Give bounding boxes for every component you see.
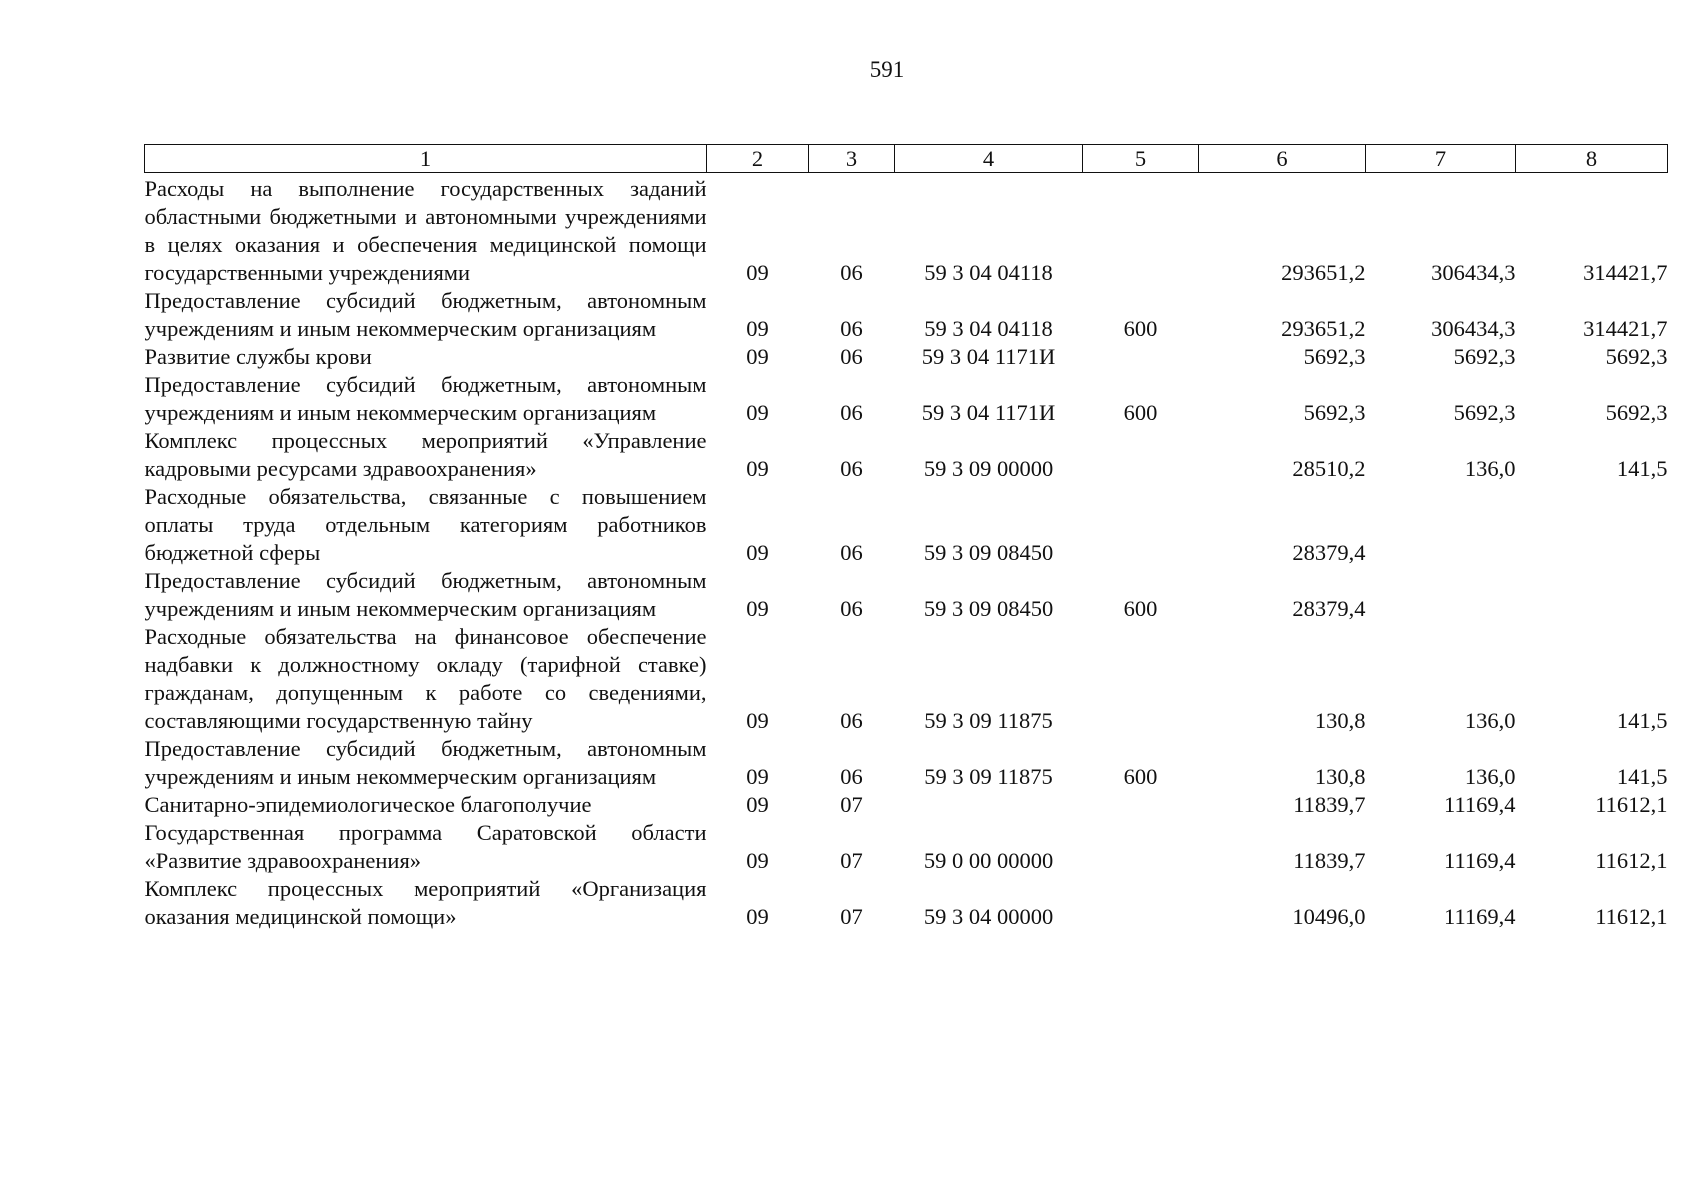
header-col-1: 1 — [145, 145, 707, 173]
amount-col-6: 11839,7 — [1293, 848, 1366, 873]
expense-type-code — [1083, 483, 1199, 567]
amount-col-7: 306434,3 — [1431, 316, 1516, 341]
table-row — [145, 371, 1668, 427]
target-article-code: 59 3 04 1171И — [921, 344, 1056, 369]
amount-col-6: 28379,4 — [1292, 596, 1366, 621]
amount-col-7: 136,0 — [1464, 764, 1516, 789]
table-row — [145, 483, 1668, 567]
amount-col-8: 141,5 — [1616, 456, 1668, 481]
expense-type-code: 600 — [1123, 400, 1158, 425]
target-article-code: 59 3 09 11875 — [924, 764, 1053, 789]
amount-col-8: 5692,3 — [1605, 344, 1668, 369]
header-row — [145, 145, 1668, 173]
table-row — [145, 791, 1668, 819]
header-col-3: 3 — [809, 145, 895, 173]
expense-type-code: 600 — [1123, 596, 1158, 621]
section-code: 09 — [746, 540, 769, 565]
target-article-code — [895, 791, 1083, 819]
amount-col-8: 5692,3 — [1605, 400, 1668, 425]
row-description: Санитарно-эпидемиологическое благополучие — [144, 792, 592, 817]
amount-col-7: 11169,4 — [1444, 904, 1516, 929]
expense-type-code: 600 — [1123, 764, 1158, 789]
amount-col-8: 314421,7 — [1583, 316, 1668, 341]
amount-col-7: 306434,3 — [1431, 260, 1516, 285]
table-row — [145, 819, 1668, 875]
row-description: Государственная программа Саратовской области «Развитие здравоохранения» — [144, 820, 707, 873]
amount-col-7 — [1366, 483, 1516, 567]
amount-col-7: 5692,3 — [1453, 400, 1516, 425]
table-row — [145, 427, 1668, 483]
subsection-code: 06 — [840, 708, 863, 733]
row-description: Расходные обязательства на финансовое обеспечение надбавки к должностному окладу (тарифной ставке) гражданам, допущенным к работе со сведениями, составляющими государственную тайну — [144, 624, 707, 733]
section-code: 09 — [746, 596, 769, 621]
subsection-code: 06 — [840, 316, 863, 341]
amount-col-6: 28379,4 — [1292, 540, 1366, 565]
row-description: Расходы на выполнение государственных заданий областными бюджетными и автономными учреждениями в целях оказания и обеспечения медицинской помощи государственными учреждениями — [144, 176, 707, 285]
section-code: 09 — [746, 848, 769, 873]
table-row — [145, 287, 1668, 343]
amount-col-8: 314421,7 — [1583, 260, 1668, 285]
subsection-code: 06 — [840, 344, 863, 369]
amount-col-6: 11839,7 — [1293, 792, 1366, 817]
header-col-5: 5 — [1083, 145, 1199, 173]
expense-type-code — [1083, 791, 1199, 819]
amount-col-6: 293651,2 — [1281, 316, 1366, 341]
page-number: 591 — [869, 57, 905, 82]
section-code: 09 — [746, 792, 769, 817]
budget-table — [144, 144, 1668, 931]
subsection-code: 06 — [840, 400, 863, 425]
expense-type-code — [1083, 173, 1199, 288]
amount-col-6: 28510,2 — [1292, 456, 1366, 481]
subsection-code: 07 — [840, 792, 863, 817]
amount-col-8 — [1516, 483, 1668, 567]
header-col-8: 8 — [1516, 145, 1668, 173]
header-col-2: 2 — [707, 145, 809, 173]
subsection-code: 06 — [840, 260, 863, 285]
amount-col-7: 5692,3 — [1453, 344, 1516, 369]
target-article-code: 59 3 04 1171И — [921, 400, 1056, 425]
row-description: Предоставление субсидий бюджетным, автономным учреждениям и иным некоммерческим организациям — [144, 288, 707, 341]
row-description: Предоставление субсидий бюджетным, автономным учреждениям и иным некоммерческим организациям — [144, 568, 707, 621]
target-article-code: 59 3 04 04118 — [924, 260, 1053, 285]
table-row — [145, 567, 1668, 623]
table-row — [145, 623, 1668, 735]
amount-col-6: 130,8 — [1314, 708, 1366, 733]
subsection-code: 06 — [840, 456, 863, 481]
row-description: Комплекс процессных мероприятий «Организация оказания медицинской помощи» — [144, 876, 707, 929]
table-row — [145, 343, 1668, 371]
amount-col-8: 141,5 — [1616, 764, 1668, 789]
target-article-code: 59 3 04 04118 — [924, 316, 1053, 341]
header-col-6: 6 — [1199, 145, 1366, 173]
subsection-code: 06 — [840, 764, 863, 789]
table-row — [145, 173, 1668, 288]
table-body — [145, 173, 1668, 932]
expense-type-code — [1083, 623, 1199, 735]
expense-type-code — [1083, 343, 1199, 371]
expense-type-code — [1083, 427, 1199, 483]
table-row — [145, 735, 1668, 791]
amount-col-7: 11169,4 — [1444, 848, 1516, 873]
expense-type-code — [1083, 875, 1199, 931]
amount-col-8 — [1516, 567, 1668, 623]
amount-col-8: 141,5 — [1616, 708, 1668, 733]
subsection-code: 07 — [840, 848, 863, 873]
row-description: Развитие службы крови — [144, 344, 372, 369]
amount-col-6: 10496,0 — [1292, 904, 1366, 929]
amount-col-7: 11169,4 — [1444, 792, 1516, 817]
amount-col-7: 136,0 — [1464, 708, 1516, 733]
expense-type-code — [1083, 819, 1199, 875]
header-col-7: 7 — [1366, 145, 1516, 173]
amount-col-6: 130,8 — [1314, 764, 1366, 789]
section-code: 09 — [746, 260, 769, 285]
amount-col-8: 11612,1 — [1595, 848, 1668, 873]
target-article-code: 59 3 09 08450 — [923, 540, 1054, 565]
section-code: 09 — [746, 708, 769, 733]
subsection-code: 07 — [840, 904, 863, 929]
target-article-code: 59 3 04 00000 — [923, 904, 1054, 929]
row-description: Предоставление субсидий бюджетным, автономным учреждениям и иным некоммерческим организациям — [144, 736, 707, 789]
expense-type-code: 600 — [1123, 316, 1158, 341]
amount-col-6: 5692,3 — [1303, 400, 1366, 425]
section-code: 09 — [746, 904, 769, 929]
subsection-code: 06 — [840, 540, 863, 565]
subsection-code: 06 — [840, 596, 863, 621]
amount-col-7 — [1366, 567, 1516, 623]
header-col-4: 4 — [895, 145, 1083, 173]
amount-col-8: 11612,1 — [1595, 904, 1668, 929]
amount-col-6: 293651,2 — [1281, 260, 1366, 285]
section-code: 09 — [746, 764, 769, 789]
row-description: Предоставление субсидий бюджетным, автономным учреждениям и иным некоммерческим организациям — [144, 372, 707, 425]
section-code: 09 — [746, 344, 769, 369]
target-article-code: 59 3 09 11875 — [924, 708, 1053, 733]
target-article-code: 59 0 00 00000 — [923, 848, 1054, 873]
table-row — [145, 875, 1668, 931]
target-article-code: 59 3 09 08450 — [923, 596, 1054, 621]
row-description: Расходные обязательства, связанные с повышением оплаты труда отдельным категориям работников бюджетной сферы — [144, 484, 707, 565]
section-code: 09 — [746, 456, 769, 481]
amount-col-6: 5692,3 — [1303, 344, 1366, 369]
row-description: Комплекс процессных мероприятий «Управление кадровыми ресурсами здравоохранения» — [144, 428, 707, 481]
section-code: 09 — [746, 316, 769, 341]
section-code: 09 — [746, 400, 769, 425]
amount-col-8: 11612,1 — [1595, 792, 1668, 817]
amount-col-7: 136,0 — [1464, 456, 1516, 481]
target-article-code: 59 3 09 00000 — [923, 456, 1054, 481]
